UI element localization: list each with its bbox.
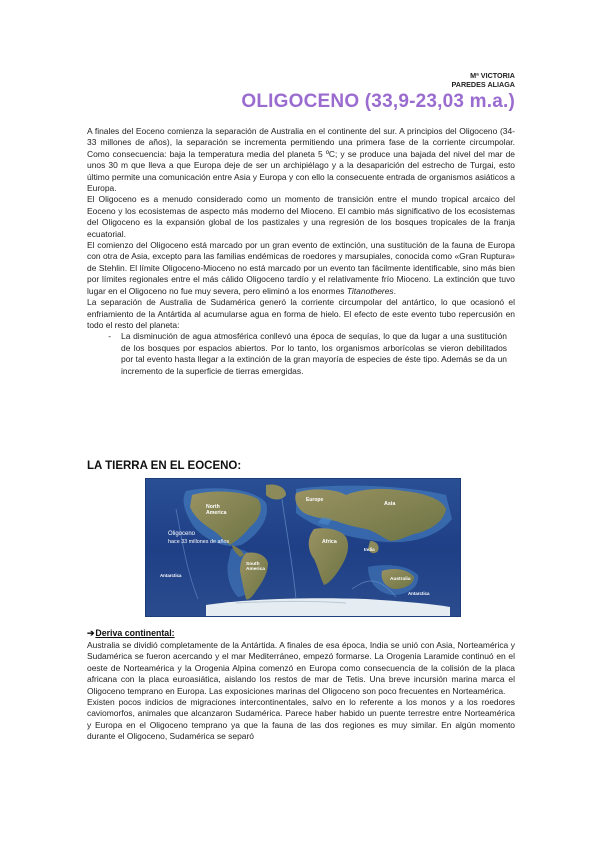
paragraph-3-end: .	[393, 285, 397, 296]
section-heading: LA TIERRA EN EL EOCENO:	[87, 460, 242, 472]
bullet-marker: -	[108, 331, 111, 342]
label-south-america-1: South	[246, 562, 260, 567]
map-graphic	[146, 479, 460, 616]
paragraph-4: La separación de Australia de Sudamérica generó la corriente circumpolar del antártico, lo que ocasionó el enfriamiento de la Antártida al acumularse agua en forma de hielo. El efecto de este evento tubo repercusión en todo el resto del planeta:	[87, 297, 515, 330]
page-title: OLIGOCENO (33,9-23,03 m.a.)	[241, 91, 515, 112]
bullet-item	[87, 331, 515, 377]
paragraph-3	[87, 240, 515, 297]
deriva-paragraph-2: Existen pocos indicios de migraciones intercontinentales, salvo en lo referente a los monos y a los roedores caviomorfos, animales que alcanzaron Sudamérica. Parece haber habido un puente terrestre entre Norteamérica y Europa en el Oligoceno temprano ya que la fauna de las dos regiones es muy similar. En algún momento durante el Oligoceno, Sudamérica se separó	[87, 697, 515, 742]
label-asia: Asia	[384, 501, 396, 507]
label-antarctica-right: Antarctica	[408, 591, 430, 596]
arrow-icon: ➔	[87, 628, 95, 638]
label-australia: Australia	[390, 577, 411, 582]
label-south-america-2: America	[246, 567, 265, 572]
label-antarctica-left: Antarctica	[160, 573, 182, 578]
author-block	[452, 71, 516, 89]
paragraph-1: A finales del Eoceno comienza la separación de Australia en el continente del sur. A principios del Oligoceno (34-33 millones de años), la separación se incrementa permitiendo una primera fase de la corriente circumpolar. Como consecuencia: baja la temperatura media del planeta 5 ºC; y se produce una bajada del nivel del mar de unos 30 m que lleva a que Europa deje de ser un archipiélago y a la desaparición del estrecho de Turgai, esto último permite una comunicación entre Asia y Europa y con ello la consecuente entrada de organismos asiáticos a Europa.	[87, 126, 515, 194]
paragraph-2: El Oligoceno es a menudo considerado como un momento de transición entre el mundo tropical arcaico del Eoceno y los ecosistemas de aspecto más moderno del Mioceno. El cambio más significativo de los ecosistemas del Oligoceno es la expansión global de los pastizales y una regresión de los bosques tropicales de la franja ecuatorial.	[87, 194, 515, 239]
map-title-line-1: Oligoceno	[168, 531, 196, 537]
label-africa: Africa	[322, 539, 337, 545]
subsection-title: Deriva continental:	[95, 628, 175, 638]
label-north-america-2: America	[206, 510, 227, 516]
deriva-text	[87, 640, 515, 743]
paleogeographic-map	[145, 478, 461, 617]
deriva-paragraph-1: Australia se dividió completamente de la Antártida. A finales de esa época, India se unió con Asia, Norteamérica y Sudamérica se fueron acercando y el mar Mediterráneo, empezó formarse. La Orogenia Laramide continuó en el oeste de Norteamérica y la Orogenia Alpina comenzó en Europa como consecuencia de la colisión de la placa africana con la placa euroasiática, aislando los restos de mar de Tetis. Una breve incursión marina marca el Oligoceno temprano en Europa. Las exposiciones marinas del Oligoceno son poco frecuentes en Norteamérica.	[87, 640, 515, 696]
intro-text	[87, 126, 515, 377]
subsection-heading	[87, 628, 175, 639]
label-india: India	[364, 547, 375, 552]
paragraph-3-text: El comienzo del Oligoceno está marcado por un gran evento de extinción, una sustitución de la fauna de Europa con otra de Asia, excepto para las familias endémicas de roedores y marsupiales, conocida como «Gran Ruptura» de Stehlin. El límite Oligoceno-Mioceno no está marcado por un evento tan fácilmente identificable, sino más bien por límites regionales entre el más cálido Oligoceno tardío y el relativamente frío Mioceno. La extinción que tuvo lugar en el Oligoceno no fue muy severa, pero eliminó a los enormes	[87, 240, 515, 296]
titanotheres-term: Titanotheres	[346, 285, 394, 296]
author-line-2: PAREDES ALIAGA	[451, 80, 515, 89]
author-line-1: Mª VICTORIA	[470, 71, 515, 80]
label-north-america-1: North	[206, 504, 220, 510]
label-europe: Europe	[306, 497, 324, 503]
map-title-line-2: hace 33 millones de años	[168, 539, 230, 545]
bullet-text: La disminución de agua atmosférica conllevó una época de sequías, lo que da lugar a una sustitución de los bosques por espacios abiertos. Por lo tanto, los organismos arborícolas se vieron debilitados por tal evento hasta llegar a la extinción de la gran mayoría de especies de éste tipo. Además se da un incremento de la superficie de tierras emergidas.	[121, 331, 507, 376]
